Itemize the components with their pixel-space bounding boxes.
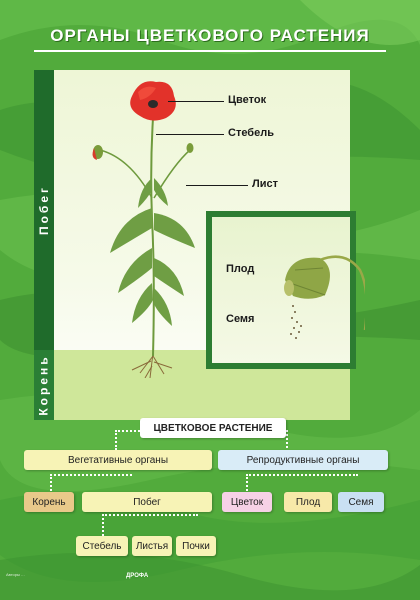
flower-leader-line	[168, 101, 224, 102]
root-tab-label: Корень	[37, 354, 52, 416]
stem-label: Стебель	[228, 127, 274, 139]
leaf-leader-line	[186, 185, 248, 186]
stem-leader-line	[156, 134, 224, 135]
stem-box: Стебель	[76, 536, 128, 556]
seed-box: Семя	[338, 492, 384, 512]
publisher-logo: ДРОФА	[126, 573, 149, 579]
connector-top	[286, 430, 288, 432]
footer-credits: Авторы …	[6, 572, 25, 577]
seed-label: Семя	[226, 313, 255, 325]
fruit-label: Плод	[226, 263, 255, 275]
flower-box: Цветок	[222, 492, 272, 512]
poppy-plant-illustration	[60, 78, 210, 378]
vegetative-organs-box: Вегетативные органы	[24, 450, 212, 470]
connector-reproductive	[286, 430, 288, 448]
leaf-label: Лист	[252, 178, 278, 190]
poppy-capsule-illustration	[265, 240, 365, 360]
title-underline	[34, 50, 386, 52]
connector-veg-children	[50, 474, 132, 494]
flower-label: Цветок	[228, 94, 267, 106]
connector-repro-children	[246, 474, 358, 494]
root-box: Корень	[24, 492, 74, 512]
shoot-tab	[34, 70, 54, 350]
root-tab	[34, 350, 54, 420]
connector-shoot-children	[102, 514, 198, 536]
poster-title: ОРГАНЫ ЦВЕТКОВОГО РАСТЕНИЯ	[50, 26, 370, 45]
shoot-tab-label: Побег	[37, 184, 52, 236]
fruit-box: Плод	[284, 492, 332, 512]
flowering-plant-box: ЦВЕТКОВОЕ РАСТЕНИЕ	[140, 418, 286, 438]
shoot-box: Побег	[82, 492, 212, 512]
leaves-box: Листья	[132, 536, 172, 556]
reproductive-organs-box: Репродуктивные органы	[218, 450, 388, 470]
buds-box: Почки	[176, 536, 216, 556]
